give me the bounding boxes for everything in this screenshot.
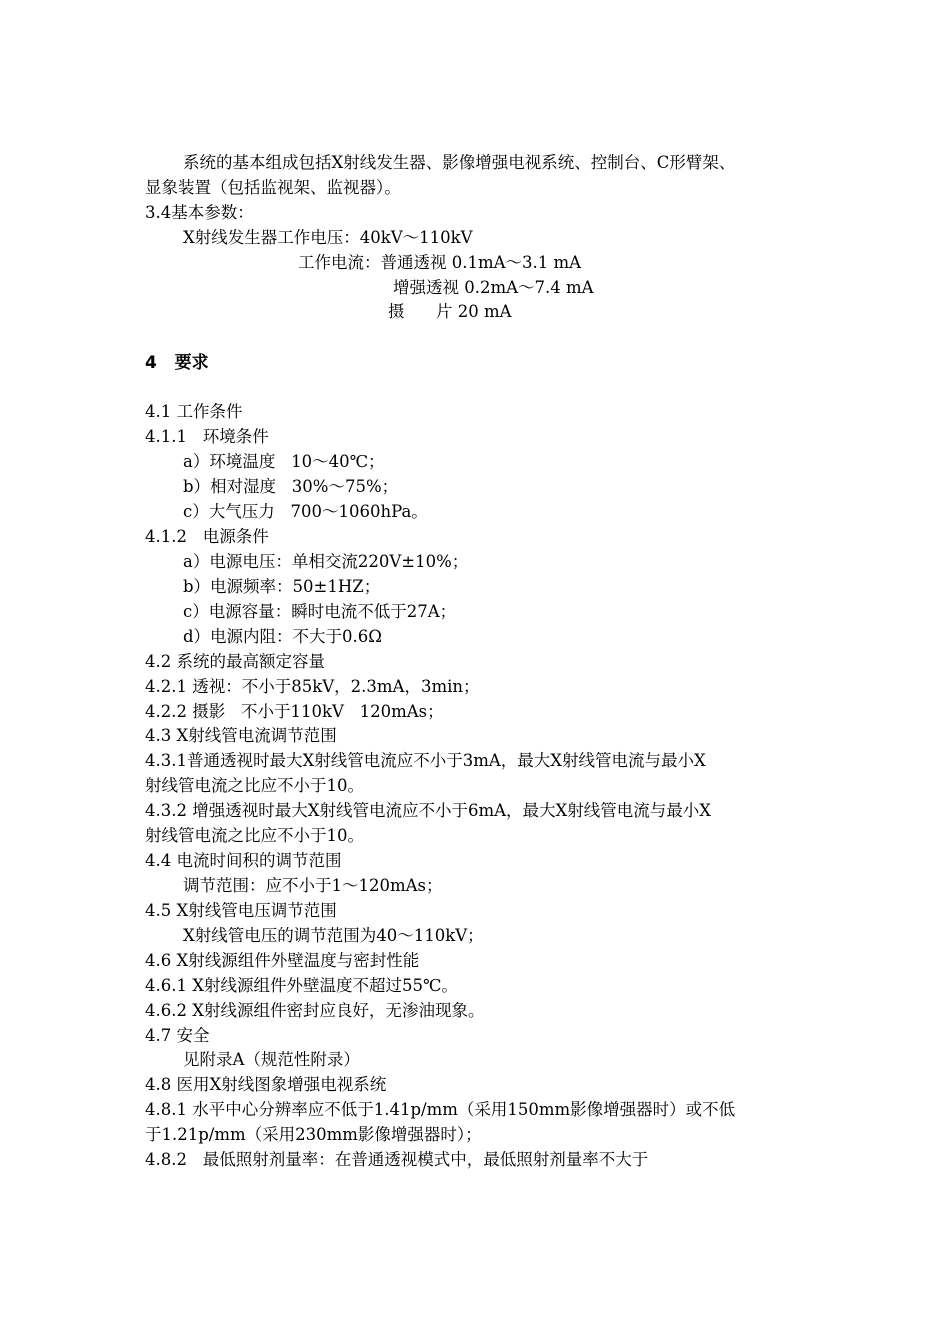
section-line: 4.2.1 透视：不小于85kV，2.3mA，3min； <box>145 677 480 696</box>
list-item: c）大气压力 700～1060hPa。 <box>183 502 428 521</box>
paragraph-line: 4.3.2 增强透视时最大X射线管电流应不小于6mA，最大X射线管电流与最小X <box>145 801 712 820</box>
parameter-line: 摄 片 20 mA <box>388 302 512 321</box>
paragraph-line: X射线管电压的调节范围为40～110kV； <box>183 926 484 945</box>
section-line: 3.4基本参数： <box>145 203 254 222</box>
list-item: c）电源容量：瞬时电流不低于27A； <box>183 602 457 621</box>
paragraph-line: 4.8.1 水平中心分辨率应不低于1.41p/mm（采用150mm影像增强器时）或不低 <box>145 1100 736 1119</box>
paragraph-line: 于1.21p/mm（采用230mm影像增强器时）； <box>145 1125 482 1144</box>
parameter-line: 增强透视 0.2mA～7.4 mA <box>393 278 594 297</box>
chapter-heading: 4 要求 <box>145 353 209 373</box>
section-line: 4.3 X射线管电流调节范围 <box>145 726 337 745</box>
section-line: 4.1.1 环境条件 <box>145 427 269 446</box>
list-item: b）电源频率：50±1HZ； <box>183 577 381 596</box>
paragraph-line: 4.3.1普通透视时最大X射线管电流应不小于3mA，最大X射线管电流与最小X <box>145 751 706 770</box>
section-line: 4.7 安全 <box>145 1026 210 1045</box>
section-line: 4.2 系统的最高额定容量 <box>145 652 325 671</box>
section-line: 4.8 医用X射线图象增强电视系统 <box>145 1075 387 1094</box>
parameter-line: X射线发生器工作电压：40kV～110kV <box>183 228 473 247</box>
paragraph-line: 见附录A（规范性附录） <box>183 1050 360 1069</box>
section-line: 4.1.2 电源条件 <box>145 527 269 546</box>
parameter-line: 工作电流：普通透视 0.1mA～3.1 mA <box>298 253 582 272</box>
paragraph-line: 射线管电流之比应不小于10。 <box>145 776 364 795</box>
section-line: 4.1 工作条件 <box>145 402 243 421</box>
list-item: b）相对湿度 30%～75%； <box>183 477 399 496</box>
paragraph-line: 显象装置（包括监视架、监视器）。 <box>145 178 401 197</box>
list-item: a）环境温度 10～40℃； <box>183 452 385 471</box>
list-item: d）电源内阻：不大于0.6Ω <box>183 627 382 646</box>
section-line: 4.5 X射线管电压调节范围 <box>145 901 337 920</box>
section-line: 4.6 X射线源组件外壁温度与密封性能 <box>145 951 420 970</box>
paragraph-line: 系统的基本组成包括X射线发生器、影像增强电视系统、控制台、C形臂架、 <box>183 153 736 172</box>
paragraph-line: 射线管电流之比应不小于10。 <box>145 826 364 845</box>
section-line: 4.4 电流时间积的调节范围 <box>145 851 342 870</box>
section-line: 4.6.1 X射线源组件外壁温度不超过55℃。 <box>145 976 458 995</box>
paragraph-line: 调节范围：应不小于1～120mAs； <box>183 876 443 895</box>
section-line: 4.6.2 X射线源组件密封应良好，无渗油现象。 <box>145 1001 485 1020</box>
list-item: a）电源电压：单相交流220V±10%； <box>183 552 469 571</box>
paragraph-line: 4.8.2 最低照射剂量率：在普通透视模式中，最低照射剂量率不大于 <box>145 1150 649 1169</box>
section-line: 4.2.2 摄影 不小于110kV 120mAs； <box>145 702 444 721</box>
